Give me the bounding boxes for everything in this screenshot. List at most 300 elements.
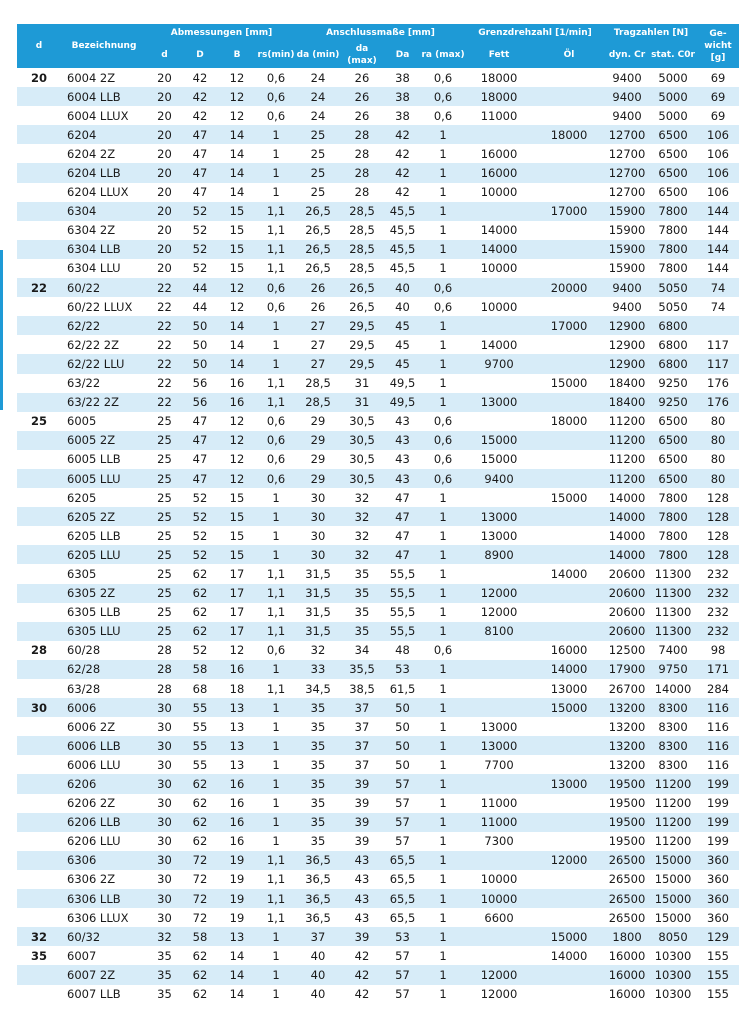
oel-value: 17000 [533,316,605,335]
stat-c0r-value: 6800 [649,354,697,373]
d-cell [17,488,61,507]
gewicht-value: 176 [697,393,739,412]
fett-value [465,374,533,393]
gewicht-value: 232 [697,622,739,641]
D-value: 52 [182,526,218,545]
d-value: 20 [147,202,182,221]
ra-max-value: 1 [421,755,465,774]
fett-value: 14000 [465,335,533,354]
gewicht-value: 144 [697,202,739,221]
da-min-value: 29 [296,450,340,469]
B-value: 12 [218,68,256,87]
bezeichnung-cell: 63/22 [61,374,147,393]
oel-value [533,221,605,240]
d-cell [17,622,61,641]
dyn-cr-value: 14000 [605,545,649,564]
da-max-value: 43 [340,851,384,870]
rs-min-value: 0,6 [256,469,296,488]
da-max-value: 39 [340,813,384,832]
rs-min-value: 1,1 [256,202,296,221]
gewicht-value: 155 [697,965,739,984]
stat-c0r-value: 8300 [649,755,697,774]
fett-value: 13000 [465,736,533,755]
ra-max-value: 1 [421,125,465,144]
oel-value [533,526,605,545]
stat-c0r-value: 8300 [649,736,697,755]
D-value: 72 [182,889,218,908]
d-cell [17,660,61,679]
rs-min-value: 0,6 [256,87,296,106]
stat-c0r-value: 7800 [649,221,697,240]
gewicht-value: 116 [697,736,739,755]
d-cell [17,774,61,793]
da-max-value: 39 [340,794,384,813]
D-value: 52 [182,240,218,259]
rs-min-value: 1 [256,354,296,373]
B-value: 19 [218,889,256,908]
d-value: 20 [147,106,182,125]
fett-value: 9700 [465,354,533,373]
fett-value: 10000 [465,889,533,908]
rs-min-value: 1 [256,144,296,163]
D-value: 44 [182,278,218,297]
oel-value [533,393,605,412]
da-max-value: 39 [340,927,384,946]
Da-value: 40 [384,278,421,297]
D-value: 47 [182,412,218,431]
dyn-cr-value: 20600 [605,584,649,603]
fett-value: 9400 [465,469,533,488]
table-row [17,526,739,545]
D-value: 52 [182,507,218,526]
B-value: 14 [218,163,256,182]
fett-value: 15000 [465,450,533,469]
d-cell [17,794,61,813]
d-cell [17,125,61,144]
B-value: 16 [218,393,256,412]
B-value: 15 [218,259,256,278]
Da-value: 48 [384,641,421,660]
dyn-cr-value: 19500 [605,794,649,813]
oel-value [533,813,605,832]
d-value: 30 [147,813,182,832]
Da-value: 50 [384,755,421,774]
D-value: 62 [182,774,218,793]
ra-max-value: 1 [421,813,465,832]
d-cell [17,393,61,412]
table-row [17,717,739,736]
subheader-ra-max: ra (max) [421,42,465,68]
ra-max-value: 1 [421,183,465,202]
da-max-value: 29,5 [340,335,384,354]
oel-value [533,755,605,774]
da-max-value: 37 [340,755,384,774]
d-cell [17,526,61,545]
d-cell [17,717,61,736]
table-row [17,316,739,335]
oel-value [533,450,605,469]
da-min-value: 26,5 [296,259,340,278]
B-value: 16 [218,660,256,679]
d-cell [17,259,61,278]
D-value: 47 [182,125,218,144]
dyn-cr-value: 17900 [605,660,649,679]
oel-value [533,335,605,354]
B-value: 13 [218,736,256,755]
dyn-cr-value: 15900 [605,240,649,259]
Da-value: 50 [384,717,421,736]
stat-c0r-value: 5000 [649,87,697,106]
D-value: 50 [182,335,218,354]
dyn-cr-value: 14000 [605,526,649,545]
da-min-value: 26 [296,278,340,297]
da-max-value: 35,5 [340,660,384,679]
dyn-cr-value: 9400 [605,106,649,125]
da-max-value: 30,5 [340,450,384,469]
stat-c0r-value: 5000 [649,68,697,87]
ra-max-value: 1 [421,354,465,373]
d-value: 20 [147,68,182,87]
bezeichnung-cell: 6205 LLB [61,526,147,545]
oel-value [533,736,605,755]
fett-value [465,316,533,335]
Da-value: 45 [384,354,421,373]
table-row [17,106,739,125]
dyn-cr-value: 13200 [605,698,649,717]
d-cell [17,297,61,316]
da-max-value: 35 [340,603,384,622]
table-row [17,927,739,946]
rs-min-value: 1,1 [256,221,296,240]
rs-min-value: 1,1 [256,870,296,889]
bezeichnung-cell: 6006 LLU [61,755,147,774]
B-value: 15 [218,240,256,259]
gewicht-value: 199 [697,774,739,793]
B-value: 19 [218,851,256,870]
bezeichnung-cell: 6205 [61,488,147,507]
dyn-cr-value: 1800 [605,927,649,946]
da-min-value: 26,5 [296,221,340,240]
fett-value: 12000 [465,965,533,984]
bezeichnung-cell: 63/28 [61,679,147,698]
d-value: 25 [147,603,182,622]
dyn-cr-value: 12900 [605,316,649,335]
d-cell [17,469,61,488]
ra-max-value: 0,6 [421,297,465,316]
table-row [17,278,739,297]
bezeichnung-cell: 6204 [61,125,147,144]
table-row [17,374,739,393]
da-min-value: 37 [296,927,340,946]
rs-min-value: 1,1 [256,908,296,927]
da-min-value: 35 [296,774,340,793]
fett-value [465,488,533,507]
d-cell [17,507,61,526]
ra-max-value: 1 [421,374,465,393]
Da-value: 38 [384,106,421,125]
da-max-value: 35 [340,584,384,603]
Da-value: 65,5 [384,908,421,927]
da-min-value: 31,5 [296,564,340,583]
subheader-da-max: da (max) [340,42,384,68]
ra-max-value: 0,6 [421,450,465,469]
stat-c0r-value: 10300 [649,985,697,1004]
da-max-value: 29,5 [340,354,384,373]
D-value: 42 [182,87,218,106]
gewicht-value: 232 [697,564,739,583]
D-value: 50 [182,354,218,373]
bezeichnung-cell: 6304 [61,202,147,221]
subheader-dyn-cr: dyn. Cr [605,42,649,68]
d-cell [17,106,61,125]
bezeichnung-cell: 6204 2Z [61,144,147,163]
d-cell [17,163,61,182]
header-anschlussmasse: Anschlussmaße [mm] [296,24,465,42]
stat-c0r-value: 11200 [649,774,697,793]
bezeichnung-cell: 6304 LLB [61,240,147,259]
ra-max-value: 1 [421,240,465,259]
ra-max-value: 1 [421,774,465,793]
d-cell [17,374,61,393]
rs-min-value: 1 [256,545,296,564]
d-value: 25 [147,584,182,603]
da-min-value: 30 [296,488,340,507]
bezeichnung-cell: 6007 2Z [61,965,147,984]
da-min-value: 26,5 [296,240,340,259]
D-value: 55 [182,755,218,774]
table-body [17,68,739,1004]
d-cell [17,240,61,259]
d-value: 30 [147,832,182,851]
gewicht-value: 360 [697,870,739,889]
table-row [17,832,739,851]
da-min-value: 40 [296,965,340,984]
da-min-value: 30 [296,526,340,545]
oel-value [533,68,605,87]
Da-value: 57 [384,946,421,965]
da-min-value: 31,5 [296,622,340,641]
d-cell [17,603,61,622]
d-value: 25 [147,488,182,507]
dyn-cr-value: 26500 [605,908,649,927]
D-value: 52 [182,202,218,221]
stat-c0r-value: 8300 [649,717,697,736]
ra-max-value: 1 [421,660,465,679]
bezeichnung-cell: 6006 2Z [61,717,147,736]
fett-value [465,125,533,144]
da-max-value: 30,5 [340,412,384,431]
dyn-cr-value: 14000 [605,507,649,526]
Da-value: 43 [384,431,421,450]
ra-max-value: 0,6 [421,106,465,125]
bezeichnung-cell: 6305 LLU [61,622,147,641]
D-value: 52 [182,221,218,240]
ra-max-value: 1 [421,335,465,354]
stat-c0r-value: 5050 [649,297,697,316]
bezeichnung-cell: 6304 2Z [61,221,147,240]
B-value: 13 [218,698,256,717]
da-min-value: 34,5 [296,679,340,698]
dyn-cr-value: 20600 [605,622,649,641]
page-edge-stripe [0,250,3,410]
bezeichnung-cell: 6304 LLU [61,259,147,278]
oel-value: 14000 [533,564,605,583]
gewicht-value: 199 [697,794,739,813]
bezeichnung-cell: 6005 LLU [61,469,147,488]
stat-c0r-value: 6500 [649,450,697,469]
header-bezeichnung: Bezeichnung [61,24,147,68]
ra-max-value: 1 [421,717,465,736]
ra-max-value: 1 [421,832,465,851]
da-min-value: 35 [296,832,340,851]
B-value: 15 [218,221,256,240]
da-max-value: 26 [340,68,384,87]
ra-max-value: 1 [421,603,465,622]
stat-c0r-value: 6500 [649,163,697,182]
Da-value: 55,5 [384,564,421,583]
D-value: 52 [182,641,218,660]
D-value: 62 [182,584,218,603]
da-min-value: 40 [296,985,340,1004]
d-cell [17,965,61,984]
Da-value: 45 [384,335,421,354]
oel-value [533,965,605,984]
bezeichnung-cell: 6007 LLB [61,985,147,1004]
subheader-fett: Fett [465,42,533,68]
d-cell [17,354,61,373]
oel-value [533,87,605,106]
stat-c0r-value: 11300 [649,622,697,641]
bezeichnung-cell: 6205 LLU [61,545,147,564]
bezeichnung-cell: 60/22 [61,278,147,297]
ra-max-value: 1 [421,736,465,755]
da-max-value: 29,5 [340,316,384,335]
ra-max-value: 1 [421,985,465,1004]
da-max-value: 39 [340,774,384,793]
d-value: 30 [147,698,182,717]
d-cell [17,870,61,889]
d-value: 30 [147,851,182,870]
gewicht-value: 74 [697,297,739,316]
oel-value [533,908,605,927]
fett-value: 12000 [465,584,533,603]
da-max-value: 28,5 [340,259,384,278]
oel-value [533,297,605,316]
d-cell [17,450,61,469]
D-value: 47 [182,144,218,163]
gewicht-value: 199 [697,813,739,832]
stat-c0r-value: 6800 [649,335,697,354]
D-value: 68 [182,679,218,698]
Da-value: 45 [384,316,421,335]
d-cell [17,564,61,583]
D-value: 56 [182,393,218,412]
Da-value: 57 [384,813,421,832]
B-value: 16 [218,374,256,393]
fett-value [465,946,533,965]
Da-value: 42 [384,144,421,163]
B-value: 19 [218,908,256,927]
rs-min-value: 0,6 [256,450,296,469]
table-row [17,144,739,163]
oel-value [533,144,605,163]
fett-value: 14000 [465,221,533,240]
fett-value: 6600 [465,908,533,927]
da-min-value: 35 [296,717,340,736]
da-min-value: 35 [296,813,340,832]
header-d: d [17,24,61,68]
da-max-value: 42 [340,985,384,1004]
d-value: 30 [147,794,182,813]
oel-value [533,163,605,182]
D-value: 62 [182,603,218,622]
da-max-value: 43 [340,889,384,908]
dyn-cr-value: 26700 [605,679,649,698]
d-value: 25 [147,412,182,431]
Da-value: 47 [384,545,421,564]
d-value: 30 [147,755,182,774]
dyn-cr-value: 15900 [605,202,649,221]
da-max-value: 26,5 [340,297,384,316]
rs-min-value: 1 [256,507,296,526]
ra-max-value: 1 [421,316,465,335]
stat-c0r-value: 8050 [649,927,697,946]
ra-max-value: 1 [421,870,465,889]
table-row [17,412,739,431]
D-value: 47 [182,183,218,202]
D-value: 52 [182,545,218,564]
D-value: 52 [182,488,218,507]
rs-min-value: 1 [256,488,296,507]
d-value: 25 [147,450,182,469]
stat-c0r-value: 11300 [649,603,697,622]
da-max-value: 28 [340,163,384,182]
d-cell [17,584,61,603]
table-row [17,125,739,144]
stat-c0r-value: 7800 [649,240,697,259]
d-cell [17,755,61,774]
d-cell: 20 [17,68,61,87]
da-min-value: 24 [296,106,340,125]
B-value: 16 [218,794,256,813]
stat-c0r-value: 11200 [649,813,697,832]
d-value: 32 [147,927,182,946]
header-abmessungen: Abmessungen [mm] [147,24,296,42]
ra-max-value: 1 [421,851,465,870]
stat-c0r-value: 15000 [649,908,697,927]
bezeichnung-cell: 6305 [61,564,147,583]
dyn-cr-value: 9400 [605,297,649,316]
bezeichnung-cell: 6306 LLUX [61,908,147,927]
dyn-cr-value: 9400 [605,68,649,87]
fett-value: 10000 [465,259,533,278]
stat-c0r-value: 15000 [649,889,697,908]
table-row [17,202,739,221]
ra-max-value: 0,6 [421,68,465,87]
oel-value: 18000 [533,125,605,144]
B-value: 14 [218,183,256,202]
da-max-value: 32 [340,488,384,507]
gewicht-value: 117 [697,354,739,373]
dyn-cr-value: 11200 [605,469,649,488]
dyn-cr-value: 11200 [605,412,649,431]
bezeichnung-cell: 6204 LLB [61,163,147,182]
da-max-value: 26,5 [340,278,384,297]
bezeichnung-cell: 6005 [61,412,147,431]
d-value: 28 [147,641,182,660]
table-row [17,335,739,354]
ra-max-value: 1 [421,545,465,564]
